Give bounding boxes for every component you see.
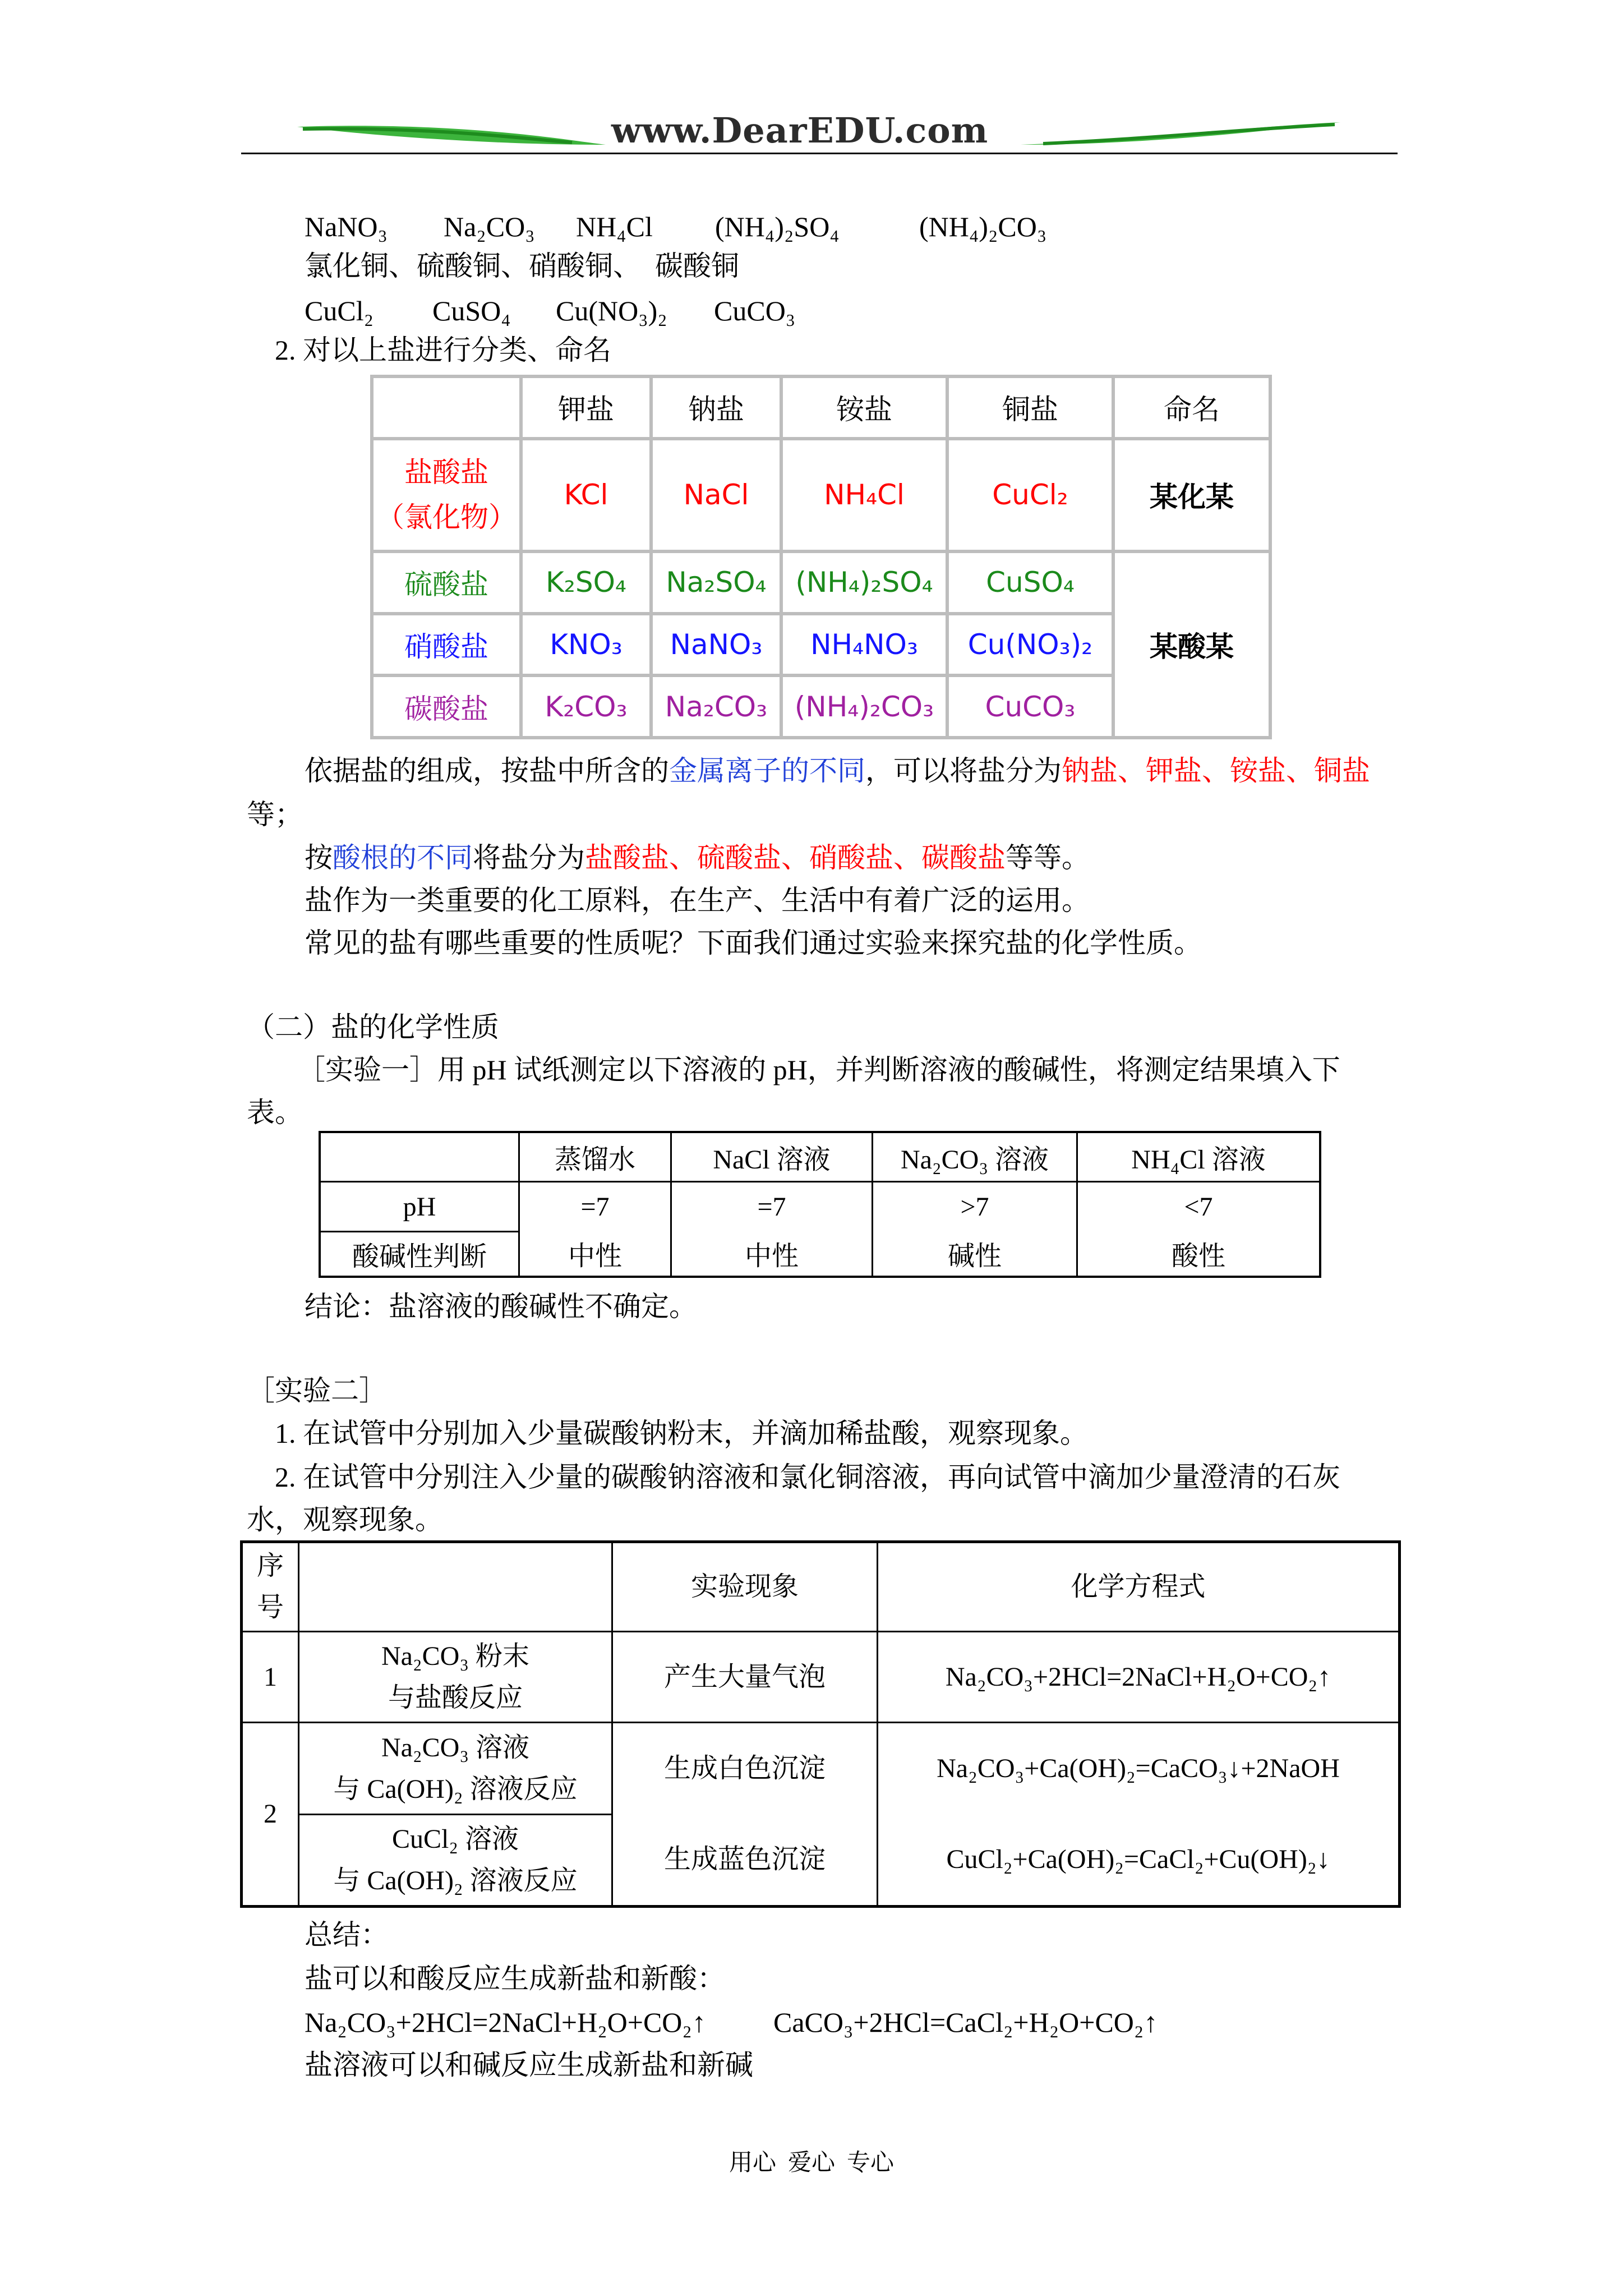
- paragraph-4: 常见的盐有哪些重要的性质呢？下面我们通过实验来探究盐的化学性质。: [305, 927, 1202, 959]
- ph-header-cell: [320, 1132, 519, 1182]
- text-span: 等等。: [1006, 842, 1090, 873]
- ph-value: >7: [873, 1182, 1077, 1232]
- seq-header-text: 序号: [256, 1551, 284, 1622]
- desc-cell: [299, 1632, 612, 1723]
- salt-formula: (NH₄)₂CO₃: [919, 211, 1047, 242]
- row-label-sub: （氯化物）: [376, 501, 517, 534]
- ph-header-cell: 蒸馏水: [519, 1132, 671, 1182]
- equation-cell: CuCl₂+Ca(OH)₂=CaCl₂+Cu(OH)₂↓: [878, 1815, 1400, 1907]
- ph-header-cell: NH₄Cl 溶液: [1077, 1132, 1321, 1182]
- header-logo: [292, 110, 1346, 172]
- text-span-red: 盐酸盐、硫酸盐、硝酸盐、碳酸盐: [585, 842, 1006, 873]
- judge-value: 碱性: [873, 1231, 1077, 1277]
- salt-cell: K₂CO₃: [521, 675, 651, 738]
- header-cell: 钠盐: [651, 376, 781, 439]
- header-cell: 铜盐: [947, 376, 1113, 439]
- paragraph-2: [305, 836, 1090, 880]
- salt-cell: Na₂CO₃: [651, 675, 781, 738]
- salt-cell: CuCO₃: [947, 675, 1113, 738]
- salt-cell: Na₂SO₄: [651, 551, 781, 614]
- ph-value: =7: [519, 1182, 671, 1232]
- row-label: 碳酸盐: [372, 675, 521, 738]
- salt-formula: Na₂CO₃: [444, 211, 535, 242]
- salt-cell: CuCl₂: [947, 439, 1113, 551]
- header-rule: [241, 153, 1398, 154]
- row-label-main: 盐酸盐: [404, 456, 488, 489]
- ph-header-cell: NaCl 溶液: [671, 1132, 873, 1182]
- salt-cell: KCl: [521, 439, 651, 551]
- experiment-2-step-2a: 2. 在试管中分别注入少量的碳酸钠溶液和氯化铜溶液，再向试管中滴加少量澄清的石灰: [275, 1461, 1340, 1493]
- phenomenon-cell: 产生大量气泡: [612, 1632, 878, 1723]
- salt-cell: CuSO₄: [947, 551, 1113, 614]
- salt-formula: CuSO₄: [432, 295, 511, 326]
- ph-row-label: pH: [320, 1182, 519, 1232]
- phenomenon-cell: 生成蓝色沉淀: [612, 1815, 878, 1907]
- salt-cell: NH₄NO₃: [781, 614, 947, 676]
- salt-formula: NaNO₃: [305, 211, 388, 242]
- seq-cell: 1: [242, 1632, 299, 1723]
- text-span-blue: 酸根的不同: [333, 842, 473, 873]
- footer: 用心 爱心 专心: [728, 2150, 894, 2176]
- desc-line: 与 Ca(OH)₂ 溶液反应: [333, 1866, 578, 1895]
- seq-cell: 2: [242, 1723, 299, 1907]
- ph-header-cell: Na₂CO₃ 溶液: [873, 1132, 1077, 1182]
- salt-cell: NH₄Cl: [781, 439, 947, 551]
- naming-cell: 某化某: [1113, 439, 1270, 551]
- seq-header: [242, 1542, 299, 1632]
- text-span-red: 钠盐、钾盐、铵盐、铜盐: [1062, 755, 1370, 786]
- row-label: 硫酸盐: [372, 551, 521, 614]
- salt-formula: CuCO₃: [714, 295, 796, 326]
- summary-title: 总结：: [305, 1919, 389, 1950]
- salt-cell: NaCl: [651, 439, 781, 551]
- salt-formula: CuCl₂: [305, 295, 374, 326]
- salt-formula: (NH₄)₂SO₄: [715, 211, 840, 242]
- ph-value: =7: [671, 1182, 873, 1232]
- header-cell: 铵盐: [781, 376, 947, 439]
- copper-salt-names: 氯化铜、硫酸铜、硝酸铜、 碳酸铜: [305, 250, 739, 282]
- desc-line: Na₂CO₃ 溶液: [381, 1732, 530, 1763]
- desc-cell: [299, 1723, 612, 1815]
- salt-cell: (NH₄)₂CO₃: [781, 675, 947, 738]
- row-label: 硝酸盐: [372, 614, 521, 676]
- text-span: ，可以将盐分为: [865, 755, 1062, 786]
- salt-formula: NH₄Cl: [576, 211, 653, 242]
- salt-classification-table: [370, 375, 1272, 739]
- header-cell: 命名: [1113, 376, 1270, 439]
- experiment-1-line-2: 表。: [247, 1097, 303, 1128]
- equation-header: 化学方程式: [878, 1542, 1400, 1632]
- judge-row-label: 酸碱性判断: [320, 1231, 519, 1277]
- salt-cell: Cu(NO₃)₂: [947, 614, 1113, 676]
- experiment-1-line-1: ［实验一］用 pH 试纸测定以下溶液的 pH，并判断溶液的酸碱性，将测定结果填入下: [297, 1054, 1340, 1085]
- ph-table: [319, 1131, 1321, 1278]
- text-span: 依据盐的组成，按盐中所含的: [305, 755, 669, 786]
- phenomenon-header: 实验现象: [612, 1542, 878, 1632]
- salt-formula: Cu(NO₃)₂: [556, 295, 667, 326]
- experiment-2-step-2b: 水，观察现象。: [247, 1504, 443, 1535]
- equation-cell: Na₂CO₃+Ca(OH)₂=CaCO₃↓+2NaOH: [878, 1723, 1400, 1815]
- ph-value: <7: [1077, 1182, 1321, 1232]
- desc-header: [299, 1542, 612, 1632]
- desc-cell: [299, 1815, 612, 1907]
- salt-cell: K₂SO₄: [521, 551, 651, 614]
- summary-line-2: 盐溶液可以和碱反应生成新盐和新碱: [305, 2049, 753, 2081]
- section-2-title: （二）盐的化学性质: [247, 1011, 499, 1043]
- salt-cell: (NH₄)₂SO₄: [781, 551, 947, 614]
- salt-cell: KNO₃: [521, 614, 651, 676]
- salt-cell: NaNO₃: [651, 614, 781, 676]
- judge-value: 酸性: [1077, 1231, 1321, 1277]
- conclusion: 结论：盐溶液的酸碱性不确定。: [305, 1291, 697, 1322]
- row-label: [372, 439, 521, 551]
- header-cell: 钾盐: [521, 376, 651, 439]
- desc-line: Na₂CO₃ 粉末: [381, 1641, 530, 1671]
- header-cell: [372, 376, 521, 439]
- item-2: 2. 对以上盐进行分类、命名: [275, 334, 611, 366]
- text-span-blue: 金属离子的不同: [669, 755, 865, 786]
- paragraph-1: [305, 749, 1370, 793]
- summary-line-1: 盐可以和酸反应生成新盐和新酸：: [305, 1963, 725, 1994]
- desc-line: 与盐酸反应: [388, 1682, 523, 1713]
- text-span: 按: [305, 842, 333, 873]
- naming-cell: 某酸某: [1113, 551, 1270, 738]
- equation-cell: Na₂CO₃+2HCl=2NaCl+H₂O+CO₂↑: [878, 1632, 1400, 1723]
- equation: Na₂CO₃+2HCl=2NaCl+H₂O+CO₂↑: [305, 2007, 706, 2038]
- experiment-2-step-1: 1. 在试管中分别加入少量碳酸钠粉末，并滴加稀盐酸，观察现象。: [275, 1418, 1088, 1449]
- experiment-2-title: ［实验二］: [247, 1375, 387, 1406]
- desc-line: 与 Ca(OH)₂ 溶液反应: [333, 1774, 578, 1804]
- paragraph-1-end: 等；: [247, 799, 303, 830]
- logo-text: www.DearEDU.com: [611, 110, 989, 151]
- experiment-table: [240, 1540, 1401, 1908]
- paragraph-3: 盐作为一类重要的化工原料，在生产、生活中有着广泛的运用。: [305, 885, 1090, 916]
- judge-value: 中性: [519, 1231, 671, 1277]
- phenomenon-cell: 生成白色沉淀: [612, 1723, 878, 1815]
- judge-value: 中性: [671, 1231, 873, 1277]
- desc-line: CuCl₂ 溶液: [391, 1824, 519, 1854]
- equation: CaCO₃+2HCl=CaCl₂+H₂O+CO₂↑: [773, 2007, 1158, 2038]
- text-span: 将盐分为: [473, 842, 585, 873]
